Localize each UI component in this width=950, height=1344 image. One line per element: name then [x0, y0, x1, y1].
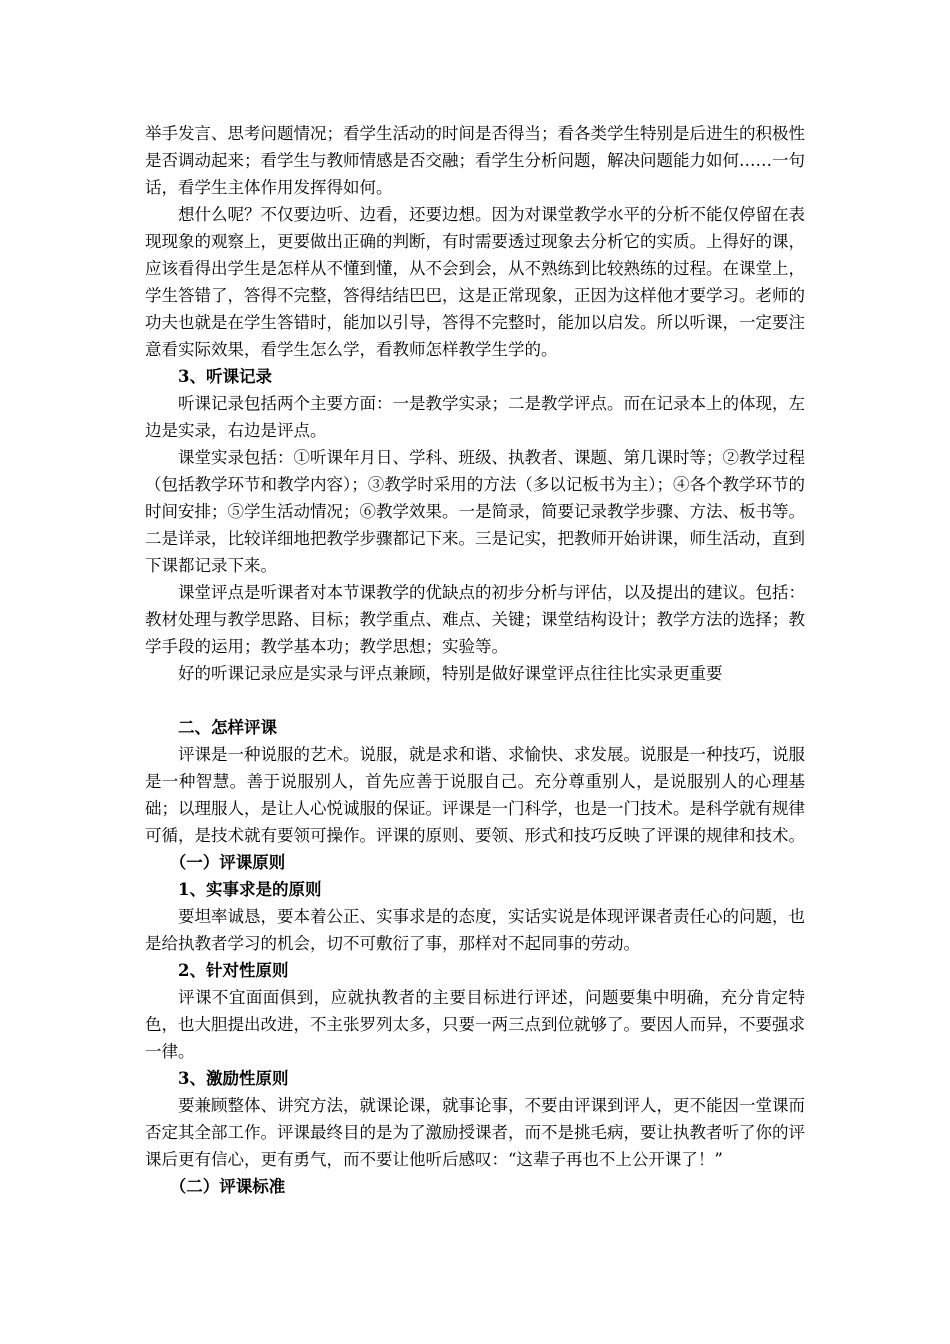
paragraph-observe-students: 举手发言、思考问题情况；看学生活动的时间是否得当；看各类学生特别是后进生的积极性是否调动起来；看学生与教师情感是否交融；看学生分析问题，解决问题能力如何……一句话，看学生主体作用发挥得如何。: [145, 124, 805, 197]
heading-evaluation-standards: （二）评课标准: [169, 1177, 286, 1196]
heading-principle-2: 2、针对性原则: [178, 961, 289, 980]
heading-evaluation-principles: （一）评课原则: [169, 853, 286, 872]
paragraph-evaluation-art: 评课是一种说服的艺术。说服，就是求和谐、求愉快、求发展。说服是一种技巧，说服是一种智慧。善于说服别人，首先应善于说服自己。充分尊重别人，是说服别人的心理基础；以理服人，是让人心悦诚服的保证。评课是一门科学，也是一门技术。是科学就有规律可循，是技术就有要领可操作。评课的原则、要领、形式和技巧反映了评课的规律和技术。: [145, 745, 805, 845]
paragraph-classroom-comment: 课堂评点是听课者对本节课教学的优缺点的初步分析与评估，以及提出的建议。包括：教材处理与教学思路、目标；教学重点、难点、关键；课堂结构设计；教学方法的选择；教学手段的运用；教学基本功；教学思想；实验等。: [145, 583, 805, 656]
paragraph-classroom-record: 课堂实录包括：①听课年月日、学科、班级、执教者、课题、第几课时等；②教学过程（包括教学环节和教学内容）；③教学时采用的方法（多以记板书为主）；④各个教学环节的时间安排；⑤学生活动情况；⑥教学效果。一是简录，简要记录教学步骤、方法、板书等。二是详录，比较详细地把教学步骤都记下来。三是记实，把教师开始讲课，师生活动，直到下课都记录下来。: [145, 448, 805, 575]
document-body: [145, 120, 805, 1200]
paragraph-good-record: 好的听课记录应是实录与评点兼顾，特别是做好课堂评点往往比实录更重要: [178, 664, 723, 683]
paragraph-record-aspects: 听课记录包括两个主要方面：一是教学实录；二是教学评点。而在记录本上的体现，左边是实录，右边是评点。: [145, 394, 805, 440]
heading-principle-1: 1、实事求是的原则: [178, 880, 322, 899]
paragraph-principle-2: 评课不宜面面俱到，应就执教者的主要目标进行评述，问题要集中明确，充分肯定特色，也大胆提出改进，不主张罗列太多，只要一两三点到位就够了。要因人而异，不要强求一律。: [145, 988, 805, 1061]
heading-principle-3: 3、激励性原则: [178, 1069, 289, 1088]
paragraph-principle-3: 要兼顾整体、讲究方法，就课论课，就事论事，不要由评课到评人，更不能因一堂课而否定其全部工作。评课最终目的是为了激励授课者，而不是挑毛病，要让执教者听了你的评课后更有信心，更有勇气，而不要让他听后感叹：“这辈子再也不上公开课了！”: [145, 1096, 805, 1169]
heading-lesson-record: 3、听课记录: [178, 367, 272, 386]
heading-how-to-evaluate: 二、怎样评课: [178, 718, 277, 737]
paragraph-principle-1: 要坦率诚恳，要本着公正、实事求是的态度，实话实说是体现评课者责任心的问题，也是给执教者学习的机会，切不可敷衍了事，那样对不起同事的劳动。: [145, 907, 805, 953]
paragraph-think: 想什么呢？不仅要边听、边看，还要边想。因为对课堂教学水平的分析不能仅停留在表现现象的观察上，更要做出正确的判断，有时需要透过现象去分析它的实质。上得好的课，应该看得出学生是怎样从不懂到懂，从不会到会，从不熟练到比较熟练的过程。在课堂上，学生答错了，答得不完整，答得结结巴巴，这是正常现象，正因为这样他才要学习。老师的功夫也就是在学生答错时，能加以引导，答得不完整时，能加以启发。所以听课，一定要注意看实际效果，看学生怎么学，看教师怎样教学生学的。: [145, 205, 805, 359]
